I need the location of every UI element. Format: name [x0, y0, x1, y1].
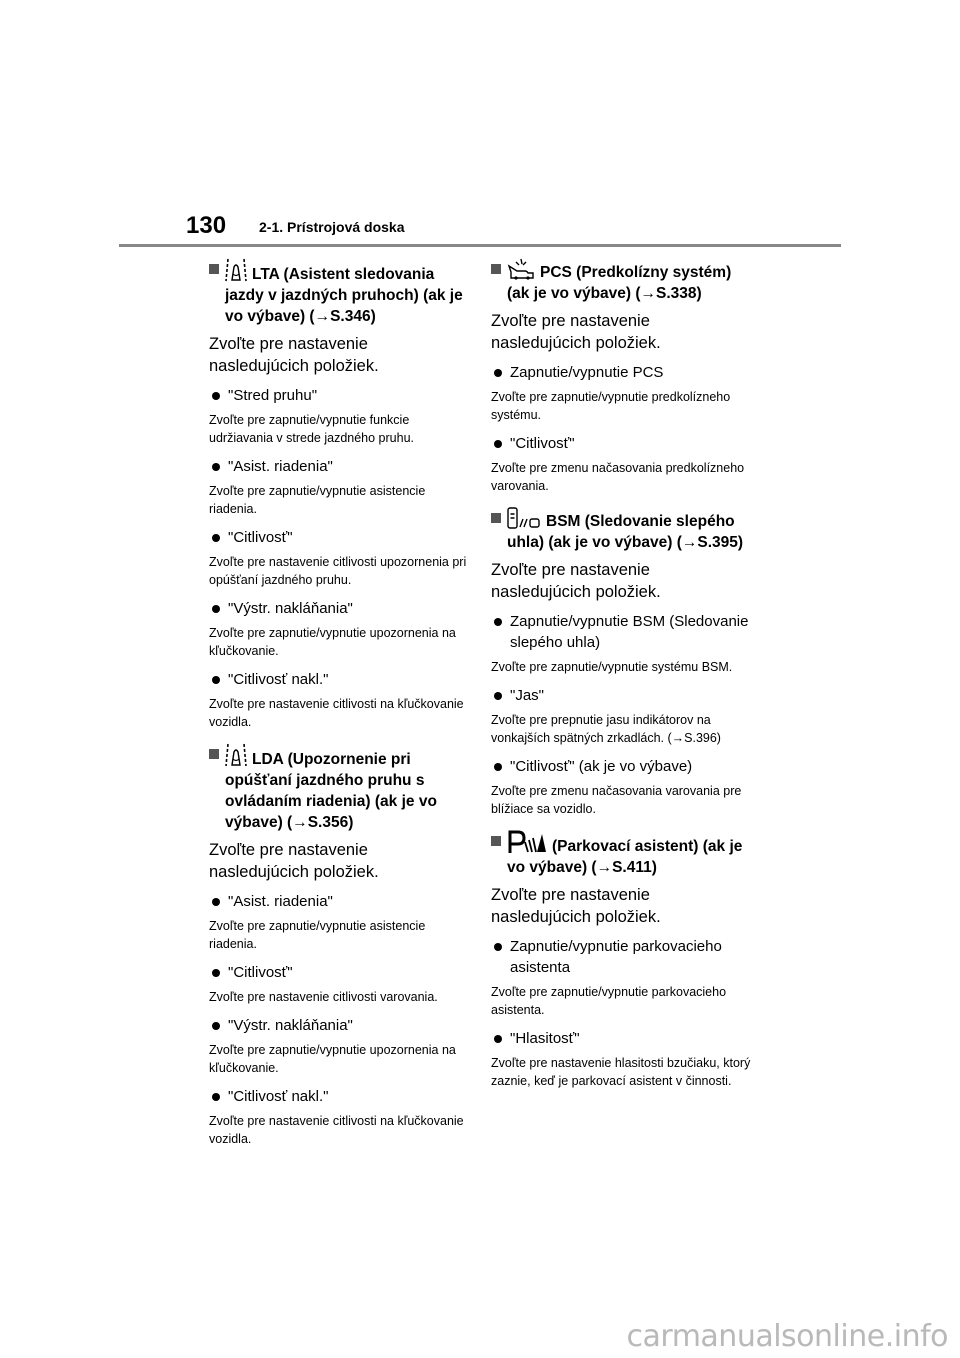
bullet-dot	[212, 534, 220, 542]
bullet-dot	[494, 1035, 502, 1043]
bullet-dot	[494, 763, 502, 771]
block-heading	[491, 258, 753, 304]
block-heading-text: PCS (Predkolízny systém) (ak je vo výbave) (→S.338)	[507, 264, 732, 302]
list-item	[209, 1086, 471, 1107]
bullet-dot	[494, 369, 502, 377]
item-label: "Citlivosť nakl."	[228, 671, 329, 688]
item-description: Zvoľte pre zmenu načasovania varovania pre blížiace sa vozidlo.	[491, 784, 742, 816]
block-intro: Zvoľte pre nastavenie nasledujúcich položiek.	[491, 561, 661, 601]
bullet-square	[491, 836, 501, 846]
lda-block	[209, 743, 471, 1148]
item-description: Zvoľte pre nastavenie citlivosti upozornenia pri opúšťaní jazdného pruhu.	[209, 555, 467, 587]
block-intro: Zvoľte pre nastavenie nasledujúcich položiek.	[209, 841, 379, 881]
lane-trace-icon	[225, 258, 247, 282]
list-item	[491, 362, 753, 383]
list-item	[209, 669, 471, 690]
list-item	[491, 756, 753, 777]
item-description: Zvoľte pre nastavenie citlivosti varovania.	[209, 990, 438, 1004]
header-rule	[119, 244, 841, 247]
bullet-square	[209, 264, 219, 274]
bullet-dot	[494, 692, 502, 700]
item-description: Zvoľte pre zapnutie/vypnutie upozornenia na kľučkovanie.	[209, 1043, 456, 1075]
bullet-dot	[494, 943, 502, 951]
item-label: "Citlivosť" (ak je vo výbave)	[510, 758, 693, 775]
block-heading	[491, 830, 753, 878]
item-label: "Asist. riadenia"	[228, 893, 333, 910]
item-description: Zvoľte pre zmenu načasovania predkolízneho varovania.	[491, 461, 745, 493]
right-column	[491, 258, 753, 1102]
item-label: "Citlivosť"	[510, 435, 575, 452]
item-label: "Citlivosť"	[228, 964, 293, 981]
block-heading-text: LTA (Asistent sledovania jazdy v jazdných pruhoch) (ak je vo výbave) (→S.346)	[225, 266, 463, 325]
block-heading-text: LDA (Upozornenie pri opúšťaní jazdného pruhu s ovládaním riadenia) (ak je vo výbave) (→S.356)	[225, 751, 437, 831]
list-item	[209, 1015, 471, 1036]
lta-block	[209, 258, 471, 731]
item-label: "Asist. riadenia"	[228, 458, 333, 475]
item-label: "Citlivosť nakl."	[228, 1088, 329, 1105]
bullet-dot	[212, 1022, 220, 1030]
list-item	[491, 685, 753, 706]
list-item	[209, 598, 471, 619]
item-description: Zvoľte pre prepnutie jasu indikátorov na vonkajších spätných zrkadlách. (→S.396)	[491, 713, 721, 745]
bullet-square	[491, 513, 501, 523]
bullet-dot	[212, 969, 220, 977]
section-title: 2-1. Prístrojová doska	[259, 219, 405, 235]
item-description: Zvoľte pre nastavenie citlivosti na kľučkovanie vozidla.	[209, 697, 464, 729]
item-description: Zvoľte pre nastavenie citlivosti na kľučkovanie vozidla.	[209, 1114, 464, 1146]
item-label: "Citlivosť"	[228, 529, 293, 546]
block-heading	[209, 743, 471, 833]
watermark: carmanualsonline.info	[626, 1319, 948, 1354]
list-item	[491, 1028, 753, 1049]
bullet-dot	[212, 463, 220, 471]
block-intro: Zvoľte pre nastavenie nasledujúcich položiek.	[209, 335, 379, 375]
bullet-dot	[212, 898, 220, 906]
list-item	[209, 962, 471, 983]
list-item	[209, 385, 471, 406]
bullet-dot	[212, 676, 220, 684]
item-description: Zvoľte pre zapnutie/vypnutie asistencie riadenia.	[209, 484, 426, 516]
left-column	[209, 258, 471, 1160]
lane-departure-icon	[225, 743, 247, 767]
bullet-dot	[494, 440, 502, 448]
blind-spot-icon	[507, 507, 541, 529]
pcs-block	[491, 258, 753, 495]
block-intro: Zvoľte pre nastavenie nasledujúcich položiek.	[491, 886, 661, 926]
item-description: Zvoľte pre zapnutie/vypnutie upozornenia na kľučkovanie.	[209, 626, 456, 658]
item-label: Zapnutie/vypnutie parkovacieho asistenta	[510, 938, 722, 976]
item-description: Zvoľte pre zapnutie/vypnutie parkovacieho asistenta.	[491, 985, 727, 1017]
bullet-dot	[212, 1093, 220, 1101]
item-description: Zvoľte pre zapnutie/vypnutie systému BSM.	[491, 660, 733, 674]
item-label: "Jas"	[510, 687, 544, 704]
item-description: Zvoľte pre nastavenie hlasitosti bzučiaku, ktorý zaznie, keď je parkovací asistent v činnosti.	[491, 1056, 751, 1088]
list-item	[491, 611, 753, 653]
item-label: "Výstr. nakláňania"	[228, 600, 353, 617]
block-heading-text: (Parkovací asistent) (ak je vo výbave) (→S.411)	[507, 838, 743, 876]
bullet-dot	[212, 605, 220, 613]
list-item	[491, 433, 753, 454]
bsm-block	[491, 507, 753, 818]
list-item	[491, 936, 753, 978]
item-label: Zapnutie/vypnutie PCS	[510, 364, 664, 381]
bullet-dot	[494, 618, 502, 626]
item-description: Zvoľte pre zapnutie/vypnutie funkcie udržiavania v strede jazdného pruhu.	[209, 413, 414, 445]
list-item	[209, 527, 471, 548]
item-label: Zapnutie/vypnutie BSM (Sledovanie slepého uhla)	[510, 613, 749, 651]
list-item	[209, 456, 471, 477]
item-label: "Výstr. nakláňania"	[228, 1017, 353, 1034]
item-description: Zvoľte pre zapnutie/vypnutie predkolízneho systému.	[491, 390, 731, 422]
bullet-square	[209, 749, 219, 759]
bullet-dot	[212, 392, 220, 400]
list-item	[209, 891, 471, 912]
item-label: "Stred pruhu"	[228, 387, 318, 404]
parking-assist-icon	[507, 830, 547, 854]
item-description: Zvoľte pre zapnutie/vypnutie asistencie riadenia.	[209, 919, 426, 951]
page-number: 130	[186, 212, 227, 239]
block-intro: Zvoľte pre nastavenie nasledujúcich položiek.	[491, 312, 661, 352]
parking-assist-block	[491, 830, 753, 1090]
item-label: "Hlasitosť"	[510, 1030, 580, 1047]
block-heading	[491, 507, 753, 553]
pre-collision-icon	[507, 258, 535, 280]
block-heading	[209, 258, 471, 327]
block-heading-text: BSM (Sledovanie slepého uhla) (ak je vo výbave) (→S.395)	[507, 513, 744, 551]
bullet-square	[491, 264, 501, 274]
